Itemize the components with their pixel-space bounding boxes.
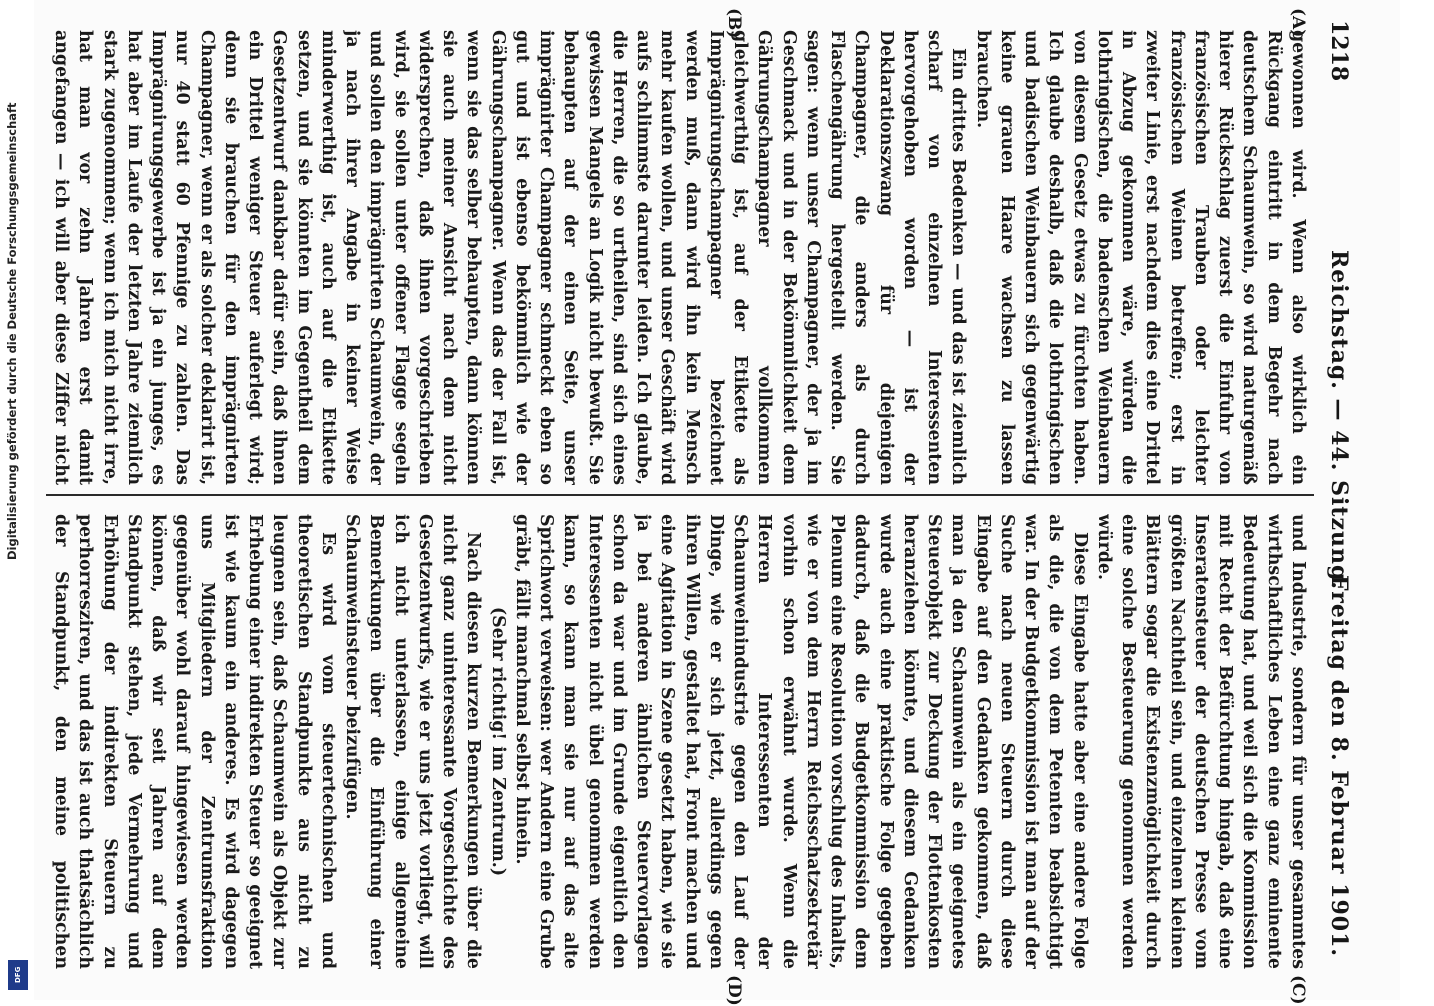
left-text-column (48, 30, 1310, 485)
digitization-sidebar (0, 0, 34, 1000)
dfg-logo: DFG (8, 960, 28, 990)
paragraph: gewonnen wird. Wenn also wirklich ein Rückgang eintritt in dem Begehr nach deutschem Schaumwein, so wird naturgemäß hierer Rückschlag zuerst die Einfuhr von französischen Trauben oder leichter französischen Weinen betreffen; erst in zweiter Linie, erst nachdem dies eine Drittel in Abzug gekommen wäre, würden die lothringischen, die badenschen Weinbauern von diesem Gesetz etwas zu fürchten haben. Ich glaube deshalb, daß die lothringischen und badischen Weinbauern sich gegenwärtig keine grauen Haare wachsen zu lassen brauchen. (972, 30, 1308, 485)
paragraph: und Industrie, sondern für unser gesammtes wirthschaftliches Leben eine ganz eminente Bedeutung hat, und weil sich die Kommission mit Recht der Befürchtung hingab, daß eine Inseratensteuer der deutschen Presse vom größten Nachtheil sein, und einzelnen kleinen Blättern sogar die Existenzmöglichkeit durch eine solche Besteuerung genommen werden würde. (1094, 514, 1308, 969)
paragraph: Es wird vom steuertechnischen und theoretischen Standpunkte aus nicht zu leugnen sein, daß Schaumwein als Objekt zur Erhebung einer indirekten Steuer so geeignet ist wie kaum ein anderes. Es wird dagegen uns Mitgliedern der Zentrumsfraktion gegenüber wohl darauf hingewiesen werden können, daß wir seit Jahren auf dem Standpunkt stehen, jede Vermehrung und Erhöhung der indirekten Steuern zu perhorresziren, und das ist auch thatsächlich der Standpunkt, den meine politischen (51, 514, 338, 969)
digitization-credit: Digitalisierung gefördert durch die Deutsche Forschungsgemeinschaft (5, 102, 19, 560)
margin-marker-a: (A) (1288, 8, 1308, 38)
paragraph: Nach diesen kurzen Bemerkungen über die nicht ganz uninteressante Vorgeschichte des Gesetzentwurfs, wie er uns jetzt vorliegt, will ich nicht unterlassen, einige allgemeine Bemerkungen über die Einführung einer Schaumweinsteuer beizufügen. (342, 514, 484, 969)
margin-marker-c: (C) (1288, 975, 1308, 1005)
column-divider (46, 494, 1314, 496)
paragraph: Diese Eingabe hatte aber eine andere Folge als die, die von dem Petenten beabsichtigt war. In der Budgetkommission ist man auf der Suche nach neuen Steuern durch diese Eingabe auf den Gedanken gekommen, daß man ja den Schaumwein als ein geeignetes Steuerobjekt zur Deckung der Flottenkosten heranziehen könnte, und diesem Gedanken wurde auch eine praktische Folge gegeben dadurch, daß die Budgetkommission dem Plenum eine Resolution vorschlug des Inhalts, wie er von dem Herrn Reichsschatzsekretär vorhin schon erwähnt wurde. Wenn die Herren Interessenten der Schaumweinindustrie gegen den Lauf der Dinge, wie er sich jetzt, allerdings gegen ihren Willen, gestaltet hat, Front machen und eine Agitation in Szene gesetzt haben, wie sie ja bei anderen ähnlichen Steuervorlagen schon da war und im Grunde eigentlich den Interessenten nicht übel genommen werden kann, so kann man sie nur auf das alte Sprichwort verweisen: wer Andern eine Grube gräbt, fällt manchmal selbst hinein. (512, 514, 1090, 969)
margin-marker-d: (D) (724, 975, 744, 1006)
session-date: Freitag den 8. Februar 1901. (1326, 575, 1352, 958)
interjection-note: (Sehr richtig! im Zentrum.) (487, 606, 508, 877)
margin-marker-b: (B) (724, 8, 744, 39)
session-title: Reichstag. — 44. Sitzung. (1326, 250, 1352, 591)
right-text-column (48, 514, 1310, 969)
page-header (1320, 20, 1360, 980)
page-number: 1218 (1326, 20, 1352, 82)
paragraph: Ein drittes Bedenken — und das ist ziemlich scharf von einzelnen Interessenten hervorgehoben worden — ist der Deklarationszwang für diejenigen Champagner, die anders als durch Flaschengährung hergestellt werden. Sie sagen: wenn unser Champagner, der ja im Geschmack und in der Bekömmlichkeit dem Gährungschampagner vollkommen gleichwerthig ist, auf der Etikette als Imprägnirungschampagner bezeichnet werden muß, dann wird ihn kein Mensch mehr kaufen wollen, und unser Geschäft wird aufs schlimmste darunter leiden. Ich glaube, die Herren, die so urtheilen, sind sich eines gewissen Mangels an Logik nicht bewußt. Sie behaupten auf der einen Seite, unser imprägnirter Champagner schmeckt eben so gut und ist ebenso bekömmlich wie der Gährungschampagner. Wenn das der Fall ist, wenn sie das selber behaupten, dann können sie auch meiner Ansicht nach dem nicht widersprechen, daß ihnen vorgeschrieben wird, sie sollen unter offener Flagge segeln und sollen den imprägnirten Schaumwein, der ja nach ihrer Angabe in keiner Weise minderwerthig ist, auch auf die Etikette setzen, und sie könnten im Gegentheil dem Gesetzentwurf dankbar dafür sein, daß ihnen ein Drittel weniger Steuer auferlegt wird; denn sie brauchen für den imprägnirten Champagner, wenn er als solcher deklarirt ist, nur 40 statt 60 Pfennige zu zahlen. Das Imprägnirungsgewerbe ist ja ein junges, es hat aber im Laufe der letzten Jahre ziemlich stark zugenommen; wenn ich mich nicht irre, hat man vor zehn Jahren erst damit angefangen — ich will aber diese Ziffer nicht (51, 30, 969, 485)
